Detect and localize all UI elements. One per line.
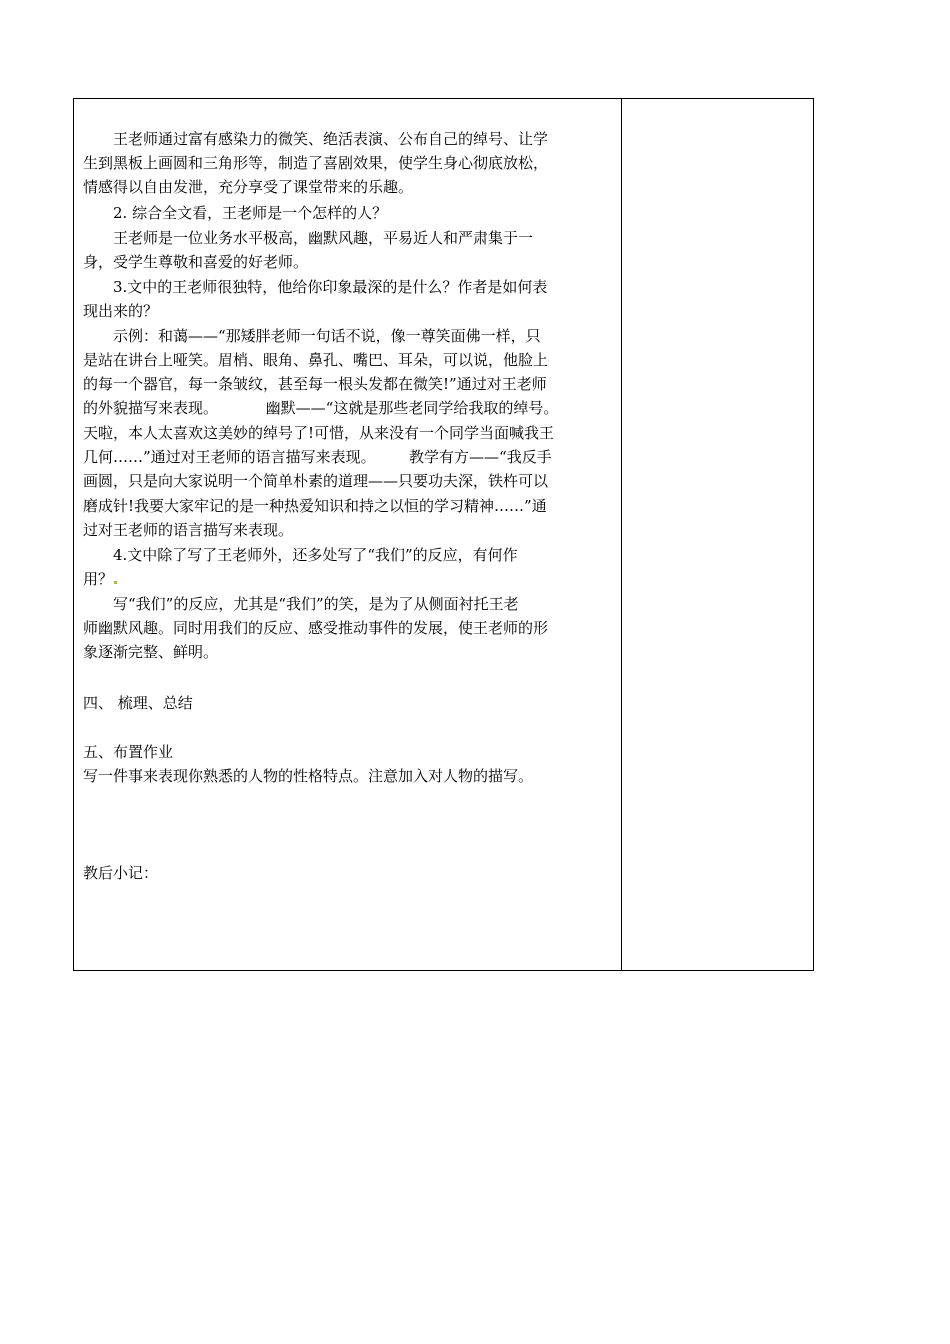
lesson-content-cell xyxy=(74,99,622,970)
paragraph-line: 天啦，本人太喜欢这美妙的绰号了!可惜，从来没有一个同学当面喊我王 xyxy=(83,424,555,442)
paragraph-line: 示例：和蔼——“那矮胖老师一句话不说，像一尊笑面佛一样，只 xyxy=(113,327,541,345)
paragraph-line: 过对王老师的语言描写来表现。 xyxy=(83,521,294,539)
paragraph-line: 生到黑板上画圆和三角形等，制造了喜剧效果，使学生身心彻底放松， xyxy=(83,154,549,172)
question-3: 3.文中的王老师很独特，他给你印象最深的是什么？作者是如何表 xyxy=(113,278,548,296)
paragraph-line xyxy=(83,569,613,589)
paragraph-line: 画圆，只是向大家说明一个简单朴素的道理——只要功夫深，铁杵可以 xyxy=(83,472,549,490)
paragraph-line: 情感得以自由发泄，充分享受了课堂带来的乐趣。 xyxy=(83,178,414,196)
paragraph-line: 几何……”通过对王老师的语言描写来表现。 教学有方——“我反手 xyxy=(83,448,552,466)
lesson-table xyxy=(73,98,814,971)
paragraph-text: 用？ xyxy=(83,570,114,588)
question-2: 2. 综合全文看，王老师是一个怎样的人？ xyxy=(113,204,388,222)
paragraph-line: 现出来的？ xyxy=(83,302,159,320)
paragraph-line: 王老师通过富有感染力的微笑、绝活表演、公布自己的绰号、让学 xyxy=(113,130,549,148)
paragraph-line: 王老师是一位业务水平极高，幽默风趣，平易近人和严肃集于一 xyxy=(113,229,534,247)
paragraph-line: 象逐渐完整、鲜明。 xyxy=(83,643,219,661)
reflection-label xyxy=(83,863,613,883)
paragraph-line: 是站在讲台上哑笑。眉梢、眼角、鼻孔、嘴巴、耳朵，可以说，他脸上 xyxy=(83,351,549,369)
paragraph-text: 身，受学生尊敬和喜爱的好老师。 xyxy=(83,253,309,271)
section-heading-5: 五、布置作业 xyxy=(83,743,174,761)
paragraph-line: 的外貌描写来表现。 幽默——“这就是那些老同学给我取的绰号。 xyxy=(83,399,559,417)
question-4: 4.文中除了写了王老师外，还多处写了“我们”的反应，有何作 xyxy=(113,546,518,564)
reflection-text: 教后小记： xyxy=(83,864,159,882)
mark-dot xyxy=(114,581,117,584)
paragraph-line: 磨成针!我要大家牢记的是一种热爱知识和持之以恒的学习精神……”通 xyxy=(83,497,547,515)
homework-text: 写一件事来表现你熟悉的人物的性格特点。注意加入对人物的描写。 xyxy=(83,767,534,785)
paragraph-line: 的每一个器官，每一条皱纹，甚至每一根头发都在微笑!”通过对王老师 xyxy=(83,375,547,393)
paragraph-line: 师幽默风趣。同时用我们的反应、感受推动事件的发展，使王老师的形 xyxy=(83,619,549,637)
notes-cell xyxy=(622,99,813,970)
section-heading-4: 四、 梳理、总结 xyxy=(83,694,193,712)
paragraph-line xyxy=(83,252,613,272)
paragraph-line: 写“我们”的反应，尤其是“我们”的笑，是为了从侧面衬托王老 xyxy=(113,595,519,613)
